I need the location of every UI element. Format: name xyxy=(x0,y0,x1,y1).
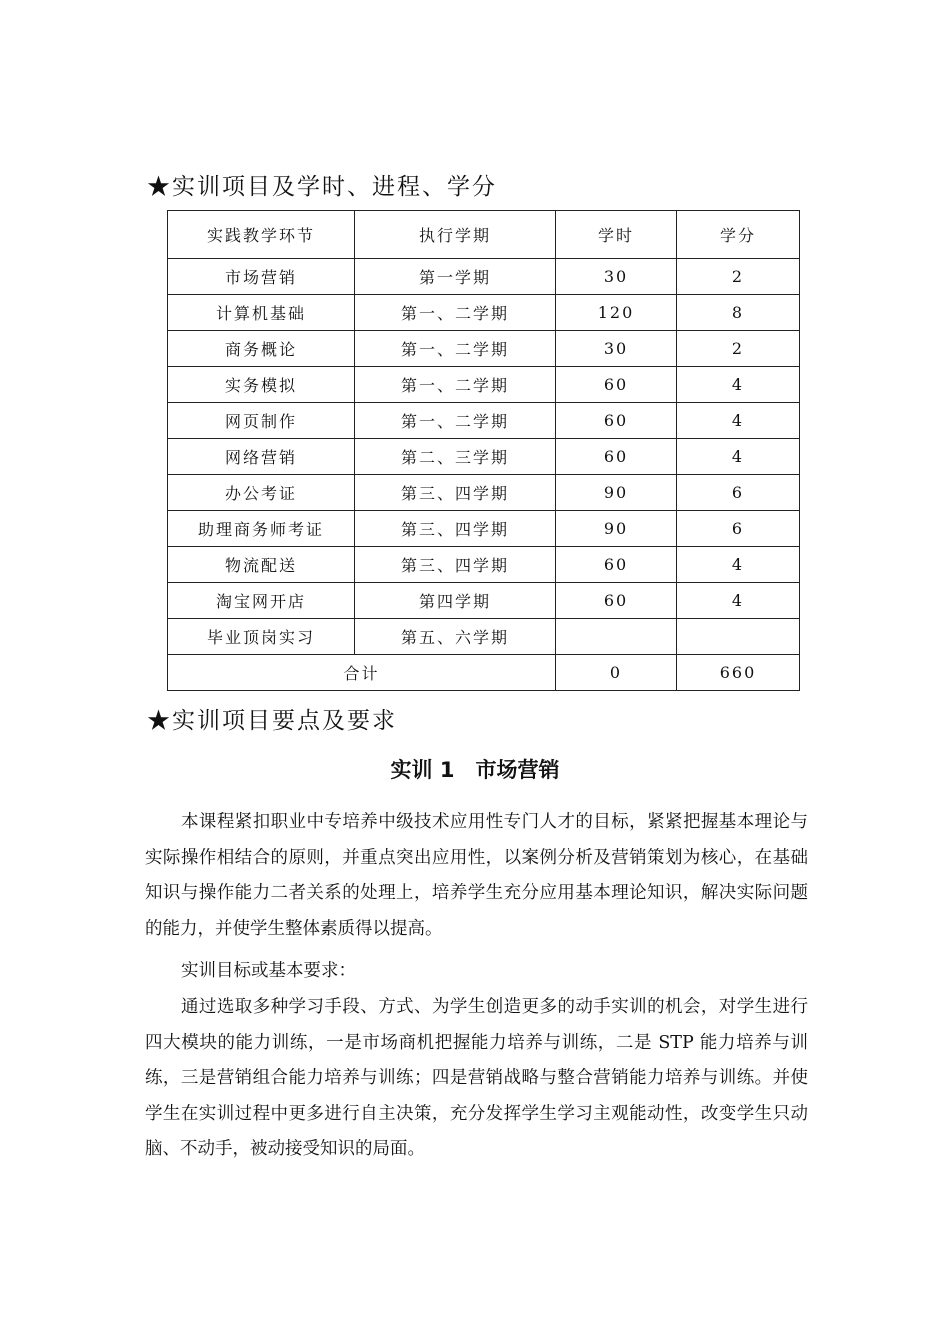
cell-semester: 第三、四学期 xyxy=(355,475,556,511)
cell-credits: 2 xyxy=(677,331,800,367)
section-heading-requirements: ★实训项目要点及要求 xyxy=(147,708,397,734)
cell-semester: 第三、四学期 xyxy=(355,511,556,547)
cell-hours: 30 xyxy=(556,331,677,367)
cell-hours: 60 xyxy=(556,367,677,403)
cell-hours: 120 xyxy=(556,295,677,331)
table-row xyxy=(168,367,800,403)
cell-semester: 第一、二学期 xyxy=(355,403,556,439)
cell-hours: 60 xyxy=(556,583,677,619)
table-row xyxy=(168,475,800,511)
cell-hours: 90 xyxy=(556,475,677,511)
cell-practice: 网页制作 xyxy=(168,403,355,439)
cell-hours xyxy=(556,619,677,655)
cell-practice: 办公考证 xyxy=(168,475,355,511)
table-total-row xyxy=(168,655,800,691)
cell-practice: 计算机基础 xyxy=(168,295,355,331)
cell-semester: 第一、二学期 xyxy=(355,295,556,331)
table-row xyxy=(168,511,800,547)
goal-label: 实训目标或基本要求： xyxy=(181,961,356,981)
cell-credits: 6 xyxy=(677,511,800,547)
total-label: 合计 xyxy=(168,655,556,691)
table-row xyxy=(168,295,800,331)
cell-semester: 第五、六学期 xyxy=(355,619,556,655)
cell-credits: 2 xyxy=(677,259,800,295)
cell-hours: 60 xyxy=(556,403,677,439)
intro-paragraph: 本课程紧扣职业中专培养中级技术应用性专门人才的目标，紧紧把握基本理论与实际操作相结合的原则，并重点突出应用性，以案例分析及营销策划为核心，在基础知识与操作能力二者关系的处理上，培养学生充分应用基本理论知识，解决实际问题的能力，并使学生整体素质得以提高。 xyxy=(145,812,808,939)
table-row xyxy=(168,259,800,295)
total-hours: 0 xyxy=(556,655,677,691)
column-header-hours: 学时 xyxy=(556,211,677,259)
cell-credits: 4 xyxy=(677,583,800,619)
column-header-practice: 实践教学环节 xyxy=(168,211,355,259)
cell-hours: 60 xyxy=(556,547,677,583)
cell-practice: 物流配送 xyxy=(168,547,355,583)
cell-credits: 4 xyxy=(677,367,800,403)
cell-semester: 第一、二学期 xyxy=(355,331,556,367)
cell-practice: 实务模拟 xyxy=(168,367,355,403)
cell-practice: 网络营销 xyxy=(168,439,355,475)
cell-semester: 第二、三学期 xyxy=(355,439,556,475)
section-heading-schedule: ★实训项目及学时、进程、学分 xyxy=(147,174,497,200)
cell-hours: 60 xyxy=(556,439,677,475)
cell-practice: 商务概论 xyxy=(168,331,355,367)
cell-credits: 4 xyxy=(677,547,800,583)
total-credits: 660 xyxy=(677,655,800,691)
cell-semester: 第四学期 xyxy=(355,583,556,619)
cell-practice: 市场营销 xyxy=(168,259,355,295)
cell-practice: 毕业顶岗实习 xyxy=(168,619,355,655)
cell-practice: 淘宝网开店 xyxy=(168,583,355,619)
cell-credits xyxy=(677,619,800,655)
column-header-semester: 执行学期 xyxy=(355,211,556,259)
cell-credits: 8 xyxy=(677,295,800,331)
cell-semester: 第一学期 xyxy=(355,259,556,295)
credit-table xyxy=(167,210,800,691)
table-row xyxy=(168,619,800,655)
cell-practice: 助理商务师考证 xyxy=(168,511,355,547)
practice-title: 实训 1 市场营销 xyxy=(390,758,560,782)
cell-hours: 90 xyxy=(556,511,677,547)
cell-hours: 30 xyxy=(556,259,677,295)
table-row xyxy=(168,547,800,583)
cell-credits: 4 xyxy=(677,403,800,439)
table-row xyxy=(168,331,800,367)
table-header-row xyxy=(168,211,800,259)
table-row xyxy=(168,439,800,475)
cell-credits: 6 xyxy=(677,475,800,511)
cell-credits: 4 xyxy=(677,439,800,475)
cell-semester: 第三、四学期 xyxy=(355,547,556,583)
table-row xyxy=(168,583,800,619)
table-row xyxy=(168,403,800,439)
cell-semester: 第一、二学期 xyxy=(355,367,556,403)
goal-paragraph: 通过选取多种学习手段、方式、为学生创造更多的动手实训的机会，对学生进行四大模块的能力训练，一是市场商机把握能力培养与训练，二是 STP 能力培养与训练，三是营销组合能力培养与训练；四是营销战略与整合营销能力培养与训练。并使学生在实训过程中更多进行自主决策，充分发挥学生学习主观能动性，改变学生只动脑、不动手，被动接受知识的局面。 xyxy=(145,997,808,1159)
column-header-credits: 学分 xyxy=(677,211,800,259)
